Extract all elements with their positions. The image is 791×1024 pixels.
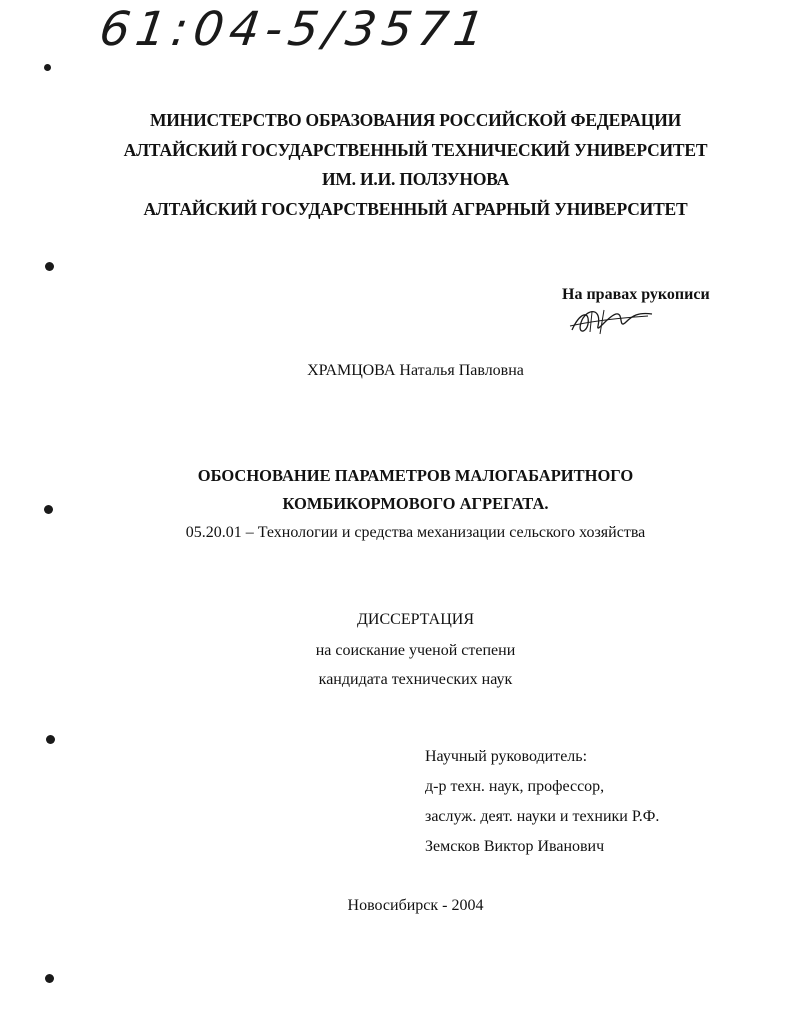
binding-mark-5 — [45, 974, 54, 983]
binding-mark-4 — [46, 735, 55, 744]
title-line-1: ОБОСНОВАНИЕ ПАРАМЕТРОВ МАЛОГАБАРИТНОГО — [197, 466, 634, 485]
supervisor-name: Земсков Виктор Иванович — [425, 838, 605, 855]
work-type-title: ДИССЕРТАЦИЯ — [357, 611, 474, 628]
supervisor-degree: д-р техн. наук, профессор, — [425, 778, 605, 795]
binding-mark-1 — [44, 64, 51, 71]
specialty-code: 05.20.01 – Технологии и средства механизации сельского хозяйства — [185, 524, 646, 541]
archive-code: 61:04-5/3571 — [96, 2, 494, 57]
work-type-degree: на соискание ученой степени — [315, 642, 516, 659]
header-agrarian-university: АЛТАЙСКИЙ ГОСУДАРСТВЕННЫЙ АГРАРНЫЙ УНИВЕРСИТЕТ — [143, 199, 688, 219]
manuscript-note: На правах рукописи — [562, 286, 710, 303]
title-line-2: КОМБИКОРМОВОГО АГРЕГАТА. — [282, 494, 549, 513]
header-ministry: МИНИСТЕРСТВО ОБРАЗОВАНИЯ РОССИЙСКОЙ ФЕДЕРАЦИИ — [149, 110, 682, 130]
binding-mark-2 — [45, 262, 54, 271]
supervisor-honor: заслуж. деят. науки и техники Р.Ф. — [425, 808, 660, 825]
work-type-field: кандидата технических наук — [318, 671, 513, 688]
supervisor-label: Научный руководитель: — [425, 748, 588, 765]
author-name: ХРАМЦОВА Наталья Павловна — [307, 362, 524, 379]
header-technical-university: АЛТАЙСКИЙ ГОСУДАРСТВЕННЫЙ ТЕХНИЧЕСКИЙ УНИВЕРСИТЕТ — [123, 140, 708, 160]
place-year: Новосибирск - 2004 — [347, 897, 484, 914]
header-university-name: ИМ. И.И. ПОЛЗУНОВА — [321, 169, 510, 189]
signature-icon — [568, 304, 658, 338]
